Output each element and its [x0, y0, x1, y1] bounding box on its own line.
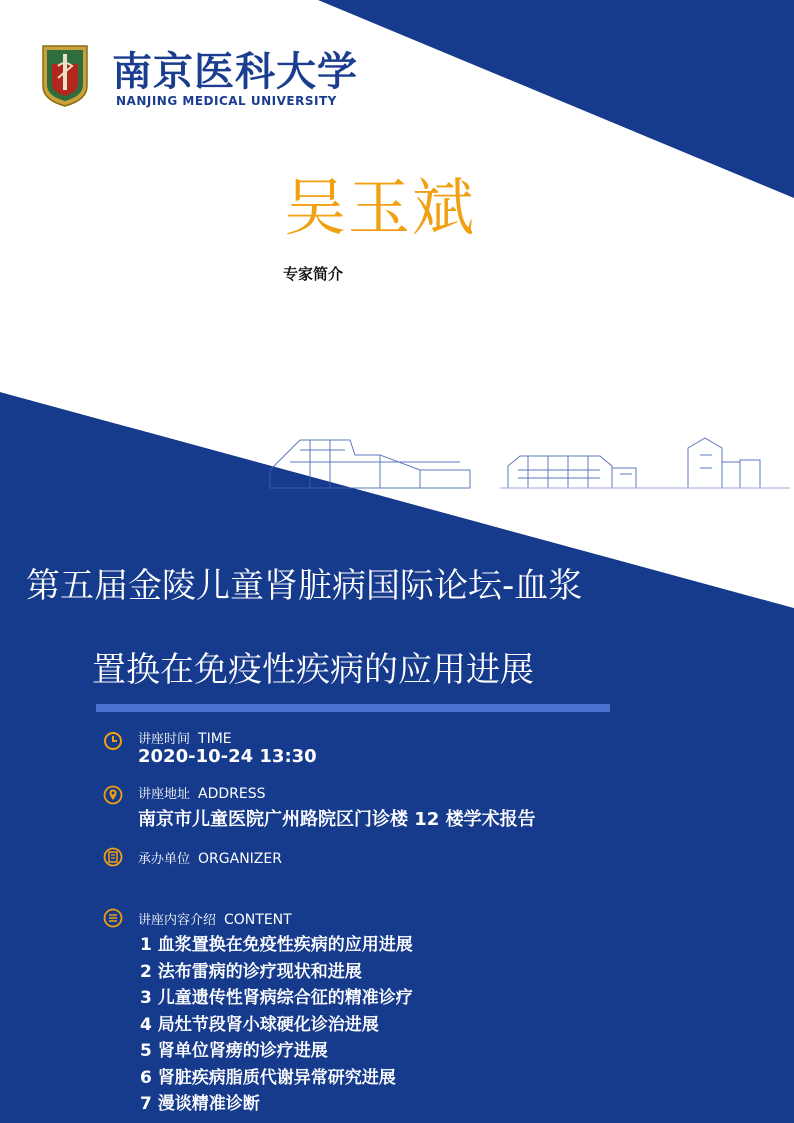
content-label [138, 909, 292, 928]
content-label-en: CONTENT [224, 912, 292, 928]
content-item: 5 肾单位肾痨的诊疗进展 [140, 1041, 328, 1061]
address-label-en: ADDRESS [198, 786, 266, 802]
organizer-label [138, 848, 282, 867]
content-item: 3 儿童遗传性肾病综合征的精准诊疗 [140, 988, 413, 1008]
university-name-cn: 南京医科大学 [112, 48, 358, 95]
title-divider-bar [96, 704, 610, 712]
time-label-cn: 讲座时间 [138, 732, 191, 747]
speaker-name: 吴玉斌 [284, 171, 477, 244]
content-item: 2 法布雷病的诊疗现状和进展 [140, 961, 362, 982]
address-label [138, 783, 266, 802]
lecture-title-line-1: 第五届金陵儿童肾脏病国际论坛-血浆 [26, 566, 583, 606]
time-value: 2020-10-24 13:30 [138, 746, 317, 767]
time-label-en: TIME [198, 731, 232, 747]
university-name-en: NANJING MEDICAL UNIVERSITY [116, 94, 337, 108]
lecture-title-line-2: 置换在免疫性疾病的应用进展 [92, 650, 534, 690]
organizer-label-en: ORGANIZER [198, 851, 282, 867]
content-list [140, 932, 413, 1118]
building-icon [103, 847, 123, 867]
list-icon [103, 908, 123, 928]
content-item: 4 局灶节段肾小球硬化诊治进展 [140, 1014, 379, 1035]
address-label-cn: 讲座地址 [138, 787, 191, 802]
clock-icon [103, 731, 123, 751]
time-label [138, 728, 232, 747]
organizer-label-cn: 承办单位 [138, 852, 191, 867]
address-value: 南京市儿童医院广州路院区门诊楼 12 楼学术报告 [138, 809, 536, 830]
expert-bio-label: 专家简介 [283, 265, 344, 283]
content-item: 1 血浆置换在免疫性疾病的应用进展 [140, 935, 413, 955]
location-pin-icon [103, 785, 123, 805]
university-emblem-icon [40, 44, 90, 108]
content-item: 7 漫谈精准诊断 [140, 1094, 260, 1114]
content-label-cn: 讲座内容介绍 [138, 913, 217, 928]
content-item: 6 肾脏疾病脂质代谢异常研究进展 [140, 1067, 396, 1088]
